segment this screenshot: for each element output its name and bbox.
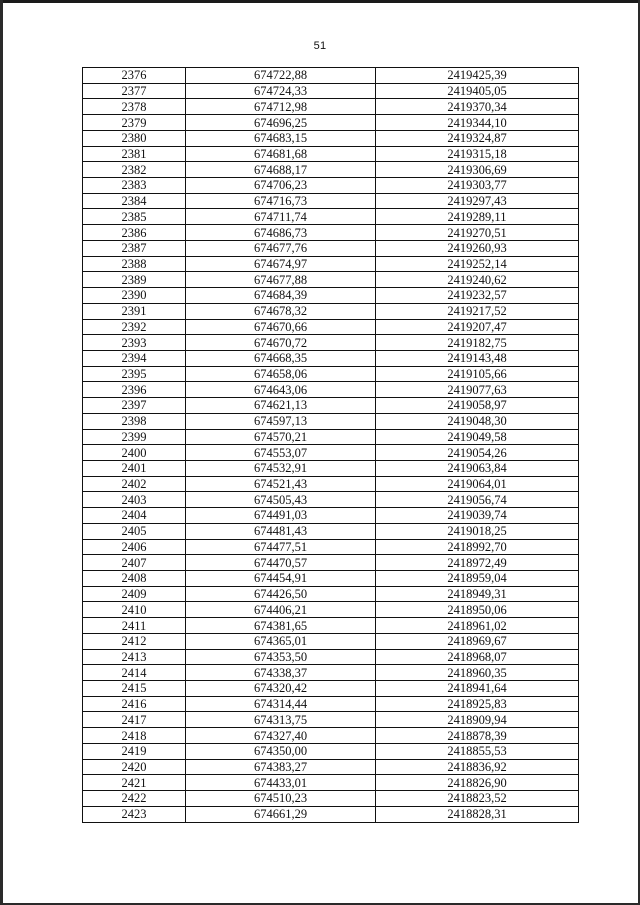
point-number-cell: 2403 [83,492,186,508]
y-coordinate-cell: 2419054,26 [376,445,579,461]
table-row [83,83,579,99]
x-coordinate-cell: 674481,43 [186,523,376,539]
point-number-cell: 2407 [83,555,186,571]
point-number-cell: 2386 [83,225,186,241]
x-coordinate-cell: 674510,23 [186,791,376,807]
x-coordinate-cell: 674677,76 [186,240,376,256]
x-coordinate-cell: 674621,13 [186,398,376,414]
x-coordinate-cell: 674668,35 [186,350,376,366]
point-number-cell: 2385 [83,209,186,225]
page-left-edge [0,0,3,905]
point-number-cell: 2420 [83,759,186,775]
x-coordinate-cell: 674320,42 [186,681,376,697]
y-coordinate-cell: 2418992,70 [376,539,579,555]
table-row [83,350,579,366]
y-coordinate-cell: 2419252,14 [376,256,579,272]
table-row [83,775,579,791]
table-row [83,240,579,256]
point-number-cell: 2395 [83,366,186,382]
y-coordinate-cell: 2419143,48 [376,350,579,366]
y-coordinate-cell: 2419425,39 [376,68,579,84]
point-number-cell: 2404 [83,508,186,524]
y-coordinate-cell: 2419370,34 [376,99,579,115]
table-row [83,303,579,319]
point-number-cell: 2405 [83,523,186,539]
table-row [83,539,579,555]
x-coordinate-cell: 674553,07 [186,445,376,461]
point-number-cell: 2412 [83,633,186,649]
y-coordinate-cell: 2418959,04 [376,571,579,587]
point-number-cell: 2382 [83,162,186,178]
table-row [83,759,579,775]
table-row [83,99,579,115]
x-coordinate-cell: 674505,43 [186,492,376,508]
x-coordinate-cell: 674696,25 [186,115,376,131]
y-coordinate-cell: 2418950,06 [376,602,579,618]
y-coordinate-cell: 2419303,77 [376,178,579,194]
y-coordinate-cell: 2419344,10 [376,115,579,131]
y-coordinate-cell: 2419232,57 [376,288,579,304]
point-number-cell: 2397 [83,398,186,414]
point-number-cell: 2389 [83,272,186,288]
table-row [83,288,579,304]
table-row [83,366,579,382]
table-row [83,68,579,84]
table-row [83,712,579,728]
y-coordinate-cell: 2419105,66 [376,366,579,382]
x-coordinate-cell: 674381,65 [186,618,376,634]
y-coordinate-cell: 2418836,92 [376,759,579,775]
point-number-cell: 2377 [83,83,186,99]
x-coordinate-cell: 674678,32 [186,303,376,319]
y-coordinate-cell: 2418960,35 [376,665,579,681]
x-coordinate-cell: 674706,23 [186,178,376,194]
point-number-cell: 2418 [83,728,186,744]
x-coordinate-cell: 674454,91 [186,571,376,587]
table-row [83,130,579,146]
coordinates-table [82,67,579,823]
y-coordinate-cell: 2419056,74 [376,492,579,508]
y-coordinate-cell: 2419315,18 [376,146,579,162]
x-coordinate-cell: 674470,57 [186,555,376,571]
point-number-cell: 2378 [83,99,186,115]
y-coordinate-cell: 2418878,39 [376,728,579,744]
x-coordinate-cell: 674406,21 [186,602,376,618]
table-row [83,555,579,571]
x-coordinate-cell: 674684,39 [186,288,376,304]
y-coordinate-cell: 2419217,52 [376,303,579,319]
x-coordinate-cell: 674532,91 [186,460,376,476]
table-row [83,413,579,429]
table-row [83,743,579,759]
point-number-cell: 2408 [83,571,186,587]
y-coordinate-cell: 2418855,53 [376,743,579,759]
point-number-cell: 2383 [83,178,186,194]
x-coordinate-cell: 674670,66 [186,319,376,335]
y-coordinate-cell: 2419077,63 [376,382,579,398]
point-number-cell: 2398 [83,413,186,429]
y-coordinate-cell: 2419018,25 [376,523,579,539]
coordinates-table-body [83,68,579,823]
x-coordinate-cell: 674670,72 [186,335,376,351]
point-number-cell: 2406 [83,539,186,555]
table-row [83,586,579,602]
table-row [83,633,579,649]
x-coordinate-cell: 674426,50 [186,586,376,602]
x-coordinate-cell: 674338,37 [186,665,376,681]
y-coordinate-cell: 2418826,90 [376,775,579,791]
point-number-cell: 2380 [83,130,186,146]
table-row [83,429,579,445]
y-coordinate-cell: 2419297,43 [376,193,579,209]
point-number-cell: 2379 [83,115,186,131]
table-row [83,508,579,524]
table-row [83,193,579,209]
table-row [83,445,579,461]
x-coordinate-cell: 674350,00 [186,743,376,759]
y-coordinate-cell: 2419405,05 [376,83,579,99]
point-number-cell: 2422 [83,791,186,807]
x-coordinate-cell: 674477,51 [186,539,376,555]
page-top-edge [0,0,640,3]
x-coordinate-cell: 674365,01 [186,633,376,649]
y-coordinate-cell: 2419048,30 [376,413,579,429]
y-coordinate-cell: 2419063,84 [376,460,579,476]
point-number-cell: 2423 [83,806,186,822]
table-row [83,649,579,665]
x-coordinate-cell: 674722,88 [186,68,376,84]
y-coordinate-cell: 2419324,87 [376,130,579,146]
point-number-cell: 2421 [83,775,186,791]
x-coordinate-cell: 674688,17 [186,162,376,178]
y-coordinate-cell: 2419207,47 [376,319,579,335]
table-row [83,492,579,508]
point-number-cell: 2376 [83,68,186,84]
point-number-cell: 2387 [83,240,186,256]
y-coordinate-cell: 2419240,62 [376,272,579,288]
point-number-cell: 2381 [83,146,186,162]
y-coordinate-cell: 2419182,75 [376,335,579,351]
y-coordinate-cell: 2419270,51 [376,225,579,241]
point-number-cell: 2384 [83,193,186,209]
point-number-cell: 2401 [83,460,186,476]
table-row [83,728,579,744]
point-number-cell: 2416 [83,696,186,712]
table-row [83,618,579,634]
point-number-cell: 2417 [83,712,186,728]
table-row [83,571,579,587]
y-coordinate-cell: 2419289,11 [376,209,579,225]
x-coordinate-cell: 674681,68 [186,146,376,162]
table-row [83,209,579,225]
y-coordinate-cell: 2418941,64 [376,681,579,697]
x-coordinate-cell: 674711,74 [186,209,376,225]
point-number-cell: 2396 [83,382,186,398]
x-coordinate-cell: 674658,06 [186,366,376,382]
table-row [83,335,579,351]
table-row [83,382,579,398]
x-coordinate-cell: 674661,29 [186,806,376,822]
table-row [83,146,579,162]
y-coordinate-cell: 2418925,83 [376,696,579,712]
table-row [83,178,579,194]
point-number-cell: 2400 [83,445,186,461]
point-number-cell: 2410 [83,602,186,618]
table-row [83,460,579,476]
table-row [83,162,579,178]
y-coordinate-cell: 2418909,94 [376,712,579,728]
table-row [83,225,579,241]
x-coordinate-cell: 674327,40 [186,728,376,744]
table-row [83,115,579,131]
point-number-cell: 2391 [83,303,186,319]
table-row [83,398,579,414]
table-row [83,665,579,681]
table-row [83,602,579,618]
y-coordinate-cell: 2418972,49 [376,555,579,571]
x-coordinate-cell: 674683,15 [186,130,376,146]
point-number-cell: 2413 [83,649,186,665]
y-coordinate-cell: 2418828,31 [376,806,579,822]
table-row [83,523,579,539]
table-row [83,319,579,335]
x-coordinate-cell: 674570,21 [186,429,376,445]
x-coordinate-cell: 674597,13 [186,413,376,429]
point-number-cell: 2392 [83,319,186,335]
x-coordinate-cell: 674313,75 [186,712,376,728]
point-number-cell: 2390 [83,288,186,304]
table-row [83,476,579,492]
table-row [83,696,579,712]
y-coordinate-cell: 2418949,31 [376,586,579,602]
y-coordinate-cell: 2419039,74 [376,508,579,524]
point-number-cell: 2402 [83,476,186,492]
x-coordinate-cell: 674353,50 [186,649,376,665]
x-coordinate-cell: 674686,73 [186,225,376,241]
x-coordinate-cell: 674674,97 [186,256,376,272]
y-coordinate-cell: 2419260,93 [376,240,579,256]
point-number-cell: 2419 [83,743,186,759]
x-coordinate-cell: 674491,03 [186,508,376,524]
y-coordinate-cell: 2418968,07 [376,649,579,665]
x-coordinate-cell: 674643,06 [186,382,376,398]
point-number-cell: 2409 [83,586,186,602]
table-row [83,272,579,288]
table-row [83,791,579,807]
point-number-cell: 2399 [83,429,186,445]
x-coordinate-cell: 674716,73 [186,193,376,209]
point-number-cell: 2411 [83,618,186,634]
point-number-cell: 2415 [83,681,186,697]
table-row [83,806,579,822]
x-coordinate-cell: 674712,98 [186,99,376,115]
x-coordinate-cell: 674314,44 [186,696,376,712]
table-row [83,256,579,272]
x-coordinate-cell: 674677,88 [186,272,376,288]
point-number-cell: 2388 [83,256,186,272]
y-coordinate-cell: 2419049,58 [376,429,579,445]
y-coordinate-cell: 2418961,02 [376,618,579,634]
x-coordinate-cell: 674383,27 [186,759,376,775]
y-coordinate-cell: 2418823,52 [376,791,579,807]
x-coordinate-cell: 674433,01 [186,775,376,791]
x-coordinate-cell: 674521,43 [186,476,376,492]
point-number-cell: 2414 [83,665,186,681]
point-number-cell: 2393 [83,335,186,351]
y-coordinate-cell: 2419058,97 [376,398,579,414]
point-number-cell: 2394 [83,350,186,366]
x-coordinate-cell: 674724,33 [186,83,376,99]
table-row [83,681,579,697]
y-coordinate-cell: 2419306,69 [376,162,579,178]
y-coordinate-cell: 2418969,67 [376,633,579,649]
y-coordinate-cell: 2419064,01 [376,476,579,492]
page-number: 51 [313,40,327,52]
